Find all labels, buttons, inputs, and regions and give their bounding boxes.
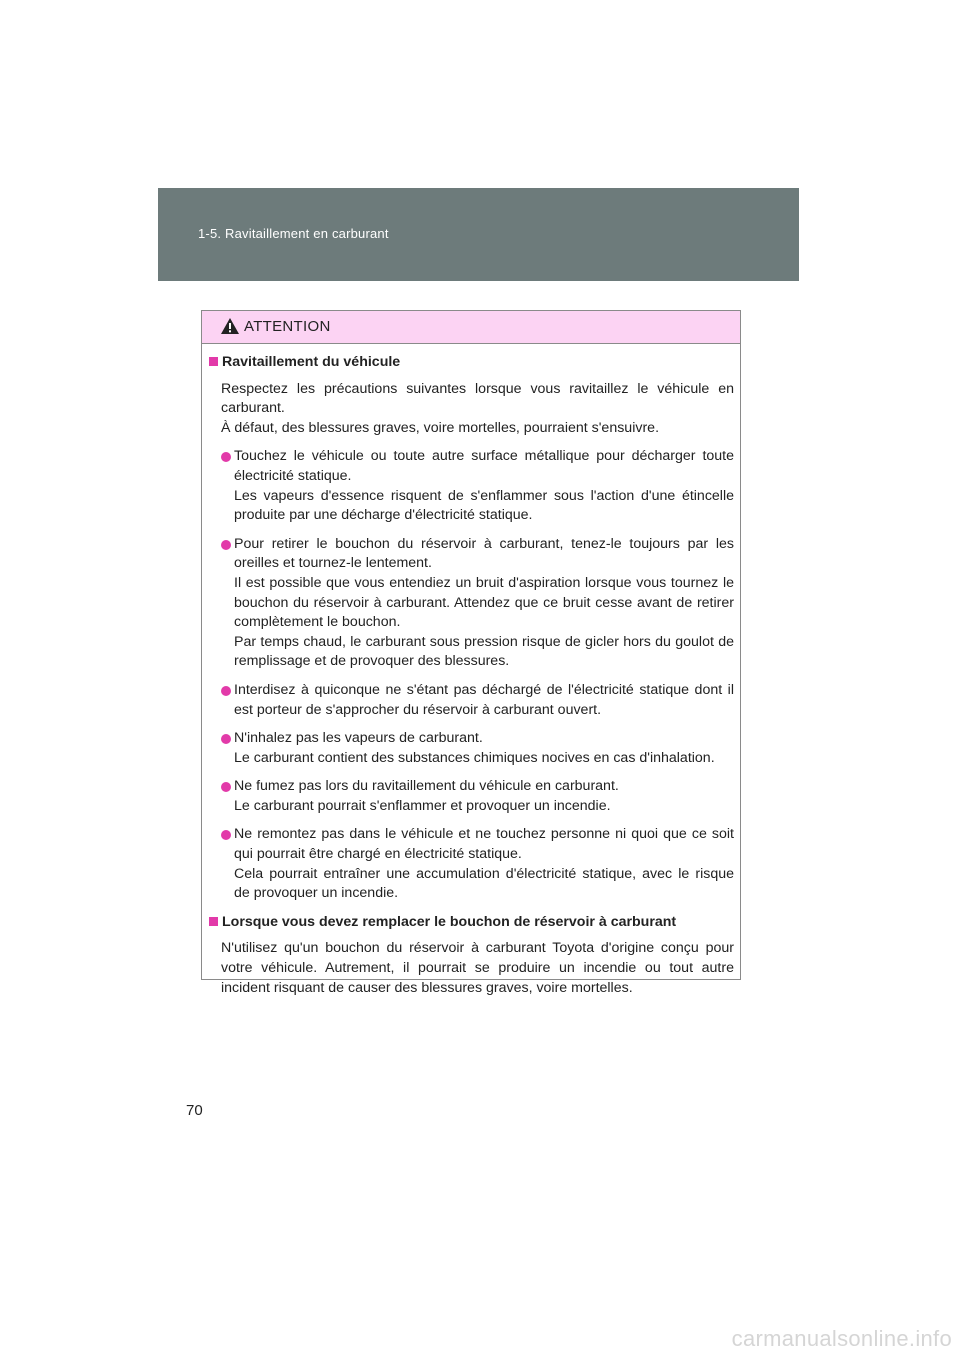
list-item: Ne fumez pas lors du ravitaillement du véhicule en carburant. Le carburant pourrait s'enflammer et provoquer un incendie. [221,777,734,816]
square-bullet-icon [209,357,218,366]
section-intro: Respectez les précautions suivantes lorsque vous ravitaillez le véhicule en carburant. À défaut, des blessures graves, voire mortelles, pourraient s'ensuivre. [221,380,734,436]
round-bullet-icon [221,452,231,462]
warning-label: ATTENTION [244,318,331,335]
section-heading: Lorsque vous devez remplacer le bouchon de réservoir à carburant [209,913,734,933]
list-item: N'inhalez pas les vapeurs de carburant. Le carburant contient des substances chimiques nocives en cas d'inhalation. [221,729,734,768]
watermark: carmanualsonline.info [731,1326,952,1351]
square-bullet-icon [209,917,218,926]
section-title: 1-5. Ravitaillement en carburant [198,226,389,241]
warning-box [201,310,741,996]
section-header-band [158,188,799,281]
section-heading: Ravitaillement du véhicule [209,353,734,373]
round-bullet-icon [221,830,231,840]
list-item: Ne remontez pas dans le véhicule et ne touchez personne ni quoi que ce soit qui pourrait être chargé en électricité statique. Cela pourrait entraîner une accumulation d'électricité statique, avec le risque de provoquer un incendie. [221,825,734,903]
round-bullet-icon [221,734,231,744]
warning-body [202,344,740,998]
section-intro: N'utilisez qu'un bouchon du réservoir à carburant Toyota d'origine conçu pour votre véhicule. Autrement, il pourrait se produire un incendie ou tout autre incident risquant de causer des blessures graves, voire mortelles. [221,940,734,996]
list-item: Touchez le véhicule ou toute autre surface métallique pour décharger toute électricité statique. Les vapeurs d'essence risquent de s'enflammer sous l'action d'une étincelle produite par une décharge d'électricité statique. [221,447,734,525]
round-bullet-icon [221,686,231,696]
warning-triangle-icon [220,317,240,335]
warning-header [202,311,740,344]
round-bullet-icon [221,540,231,550]
list-item: Interdisez à quiconque ne s'étant pas déchargé de l'électricité statique dont il est porteur de s'approcher du réservoir à carburant ouvert. [221,681,734,720]
round-bullet-icon [221,782,231,792]
list-item: Pour retirer le bouchon du réservoir à carburant, tenez-le toujours par les oreilles et tournez-le lentement. Il est possible que vous entendiez un bruit d'aspiration lorsque vous tournez le bouchon du réservoir à carburant. Attendez que ce bruit cesse avant de retirer complètement le bouchon. Par temps chaud, le carburant sous pression risque de gicler hors du goulot de remplissage et de provoquer des blessures. [221,535,734,672]
page-number: 70 [186,1102,203,1119]
